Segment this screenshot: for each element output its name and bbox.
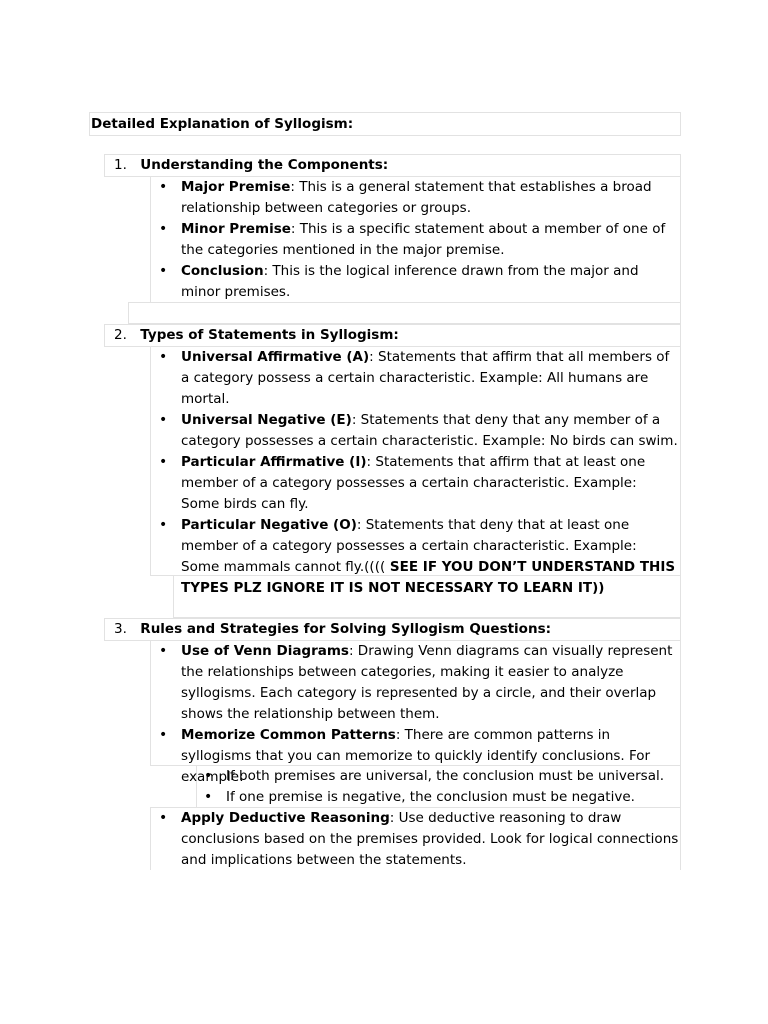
list-item [181,410,679,452]
section-number: 2. [114,327,127,343]
item-term: Apply Deductive Reasoning [181,810,390,826]
section-heading: Types of Statements in Syllogism: [140,327,399,343]
section-number: 3. [114,621,127,637]
list-item [181,808,679,871]
list-item [181,177,679,219]
item-term: Particular Negative (O) [181,517,357,533]
list-item [181,452,679,515]
section-2-heading [114,325,399,346]
item-term: Use of Venn Diagrams [181,643,349,659]
item-text: : This is a specific statement about a member of one of the categories mentioned in the major premise. [181,221,666,258]
list-item [181,641,679,725]
item-term: Major Premise [181,179,291,195]
section-2-bullet-list [181,347,679,599]
item-text: : Statements that deny that any member of a category possesses a certain characteristic. Example: No birds can swim. [181,412,678,449]
item-term: Universal Negative (E) [181,412,352,428]
section-3-sub-bullet-list [226,766,678,808]
section-heading: Rules and Strategies for Solving Syllogism Questions: [140,621,551,637]
section-1-heading [114,155,388,176]
section-1-bullet-list [181,177,679,303]
item-text: : Statements that affirm that at least one member of a category possesses a certain characteristic. Example: Some birds can fly. [181,454,646,512]
item-text: : This is a general statement that establishes a broad relationship between categories or groups. [181,179,652,216]
section-3-bullet-list-continued [181,808,679,871]
item-text: : Statements that deny that at least one member of a category possesses a certain characteristic. Example: Some mammals cannot fly.(((( [181,517,637,575]
item-note: SEE IF YOU DON’T UNDERSTAND THIS TYPES PLZ IGNORE IT IS NOT NECESSARY TO LEARN IT)) [181,559,676,596]
item-text: : Use deductive reasoning to draw conclusions based on the premises provided. Look for logical connections and implications between the statements. [181,810,679,868]
sub-list-item: • If both premises are universal, the conclusion must be universal. [226,766,678,787]
item-text: : Drawing Venn diagrams can visually represent the relationships between categories, making it easier to analyze syllogisms. Each category is represented by a circle, and their overlap shows the relationship between them. [181,643,673,722]
section-heading: Understanding the Components: [140,157,389,173]
section-1-spacer-frame [128,302,681,324]
item-text: : Statements that affirm that all members of a category possess a certain characteristic. Example: All humans are mortal. [181,349,670,407]
list-item [181,261,679,303]
list-item [181,515,679,599]
item-term: Particular Affirmative (I) [181,454,367,470]
section-3-heading [114,619,551,640]
item-term: Minor Premise [181,221,291,237]
section-number: 1. [114,157,127,173]
document-title: Detailed Explanation of Syllogism: [91,116,354,132]
list-item [181,347,679,410]
item-text: : There are common patterns in syllogisms that you can memorize to quickly identify conclusions. For example: [181,727,651,785]
item-term: Conclusion [181,263,264,279]
item-term: Universal Affirmative (A) [181,349,370,365]
sub-list-item: • If one premise is negative, the conclusion must be negative. [226,787,678,808]
item-term: Memorize Common Patterns [181,727,396,743]
item-text: : This is the logical inference drawn from the major and minor premises. [181,263,639,300]
list-item [181,219,679,261]
